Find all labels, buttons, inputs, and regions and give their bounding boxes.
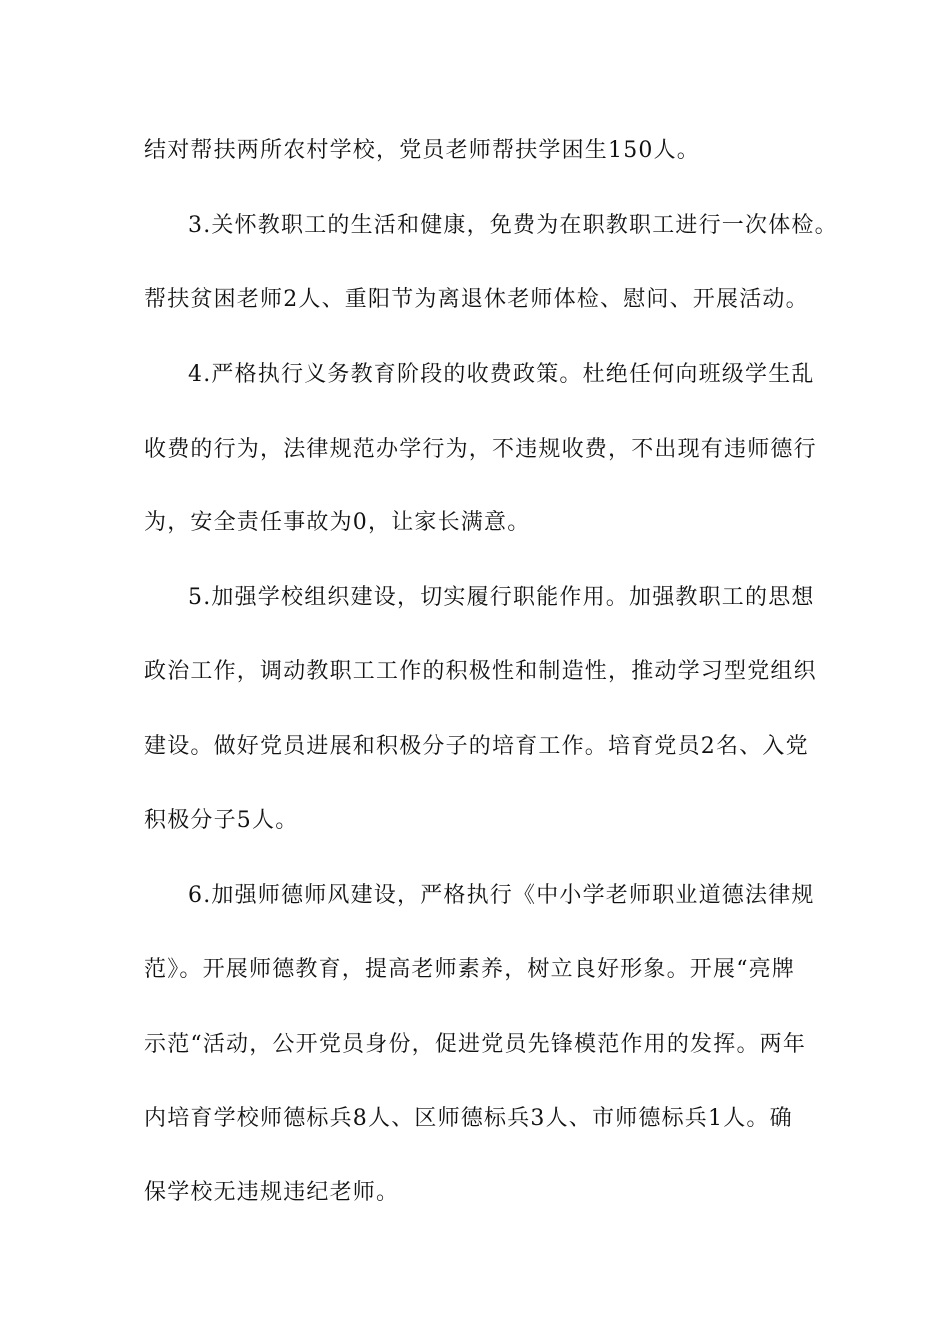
text-line: 为，安全责任事故为0，让家长满意。 xyxy=(144,510,531,535)
text-line: 积极分子5人。 xyxy=(144,808,299,833)
text-line: 结对帮扶两所农村学校，党员老师帮扶学困生150人。 xyxy=(144,138,700,163)
text-line: 帮扶贫困老师2人、重阳节为离退休老师体检、慰问、开展活动。 xyxy=(144,287,809,312)
text-line: 内培育学校师德标兵8人、区师德标兵3人、市师德标兵1人。确 xyxy=(144,1106,793,1131)
text-line: 建设。做好党员进展和积极分子的培育工作。培育党员2名、入党 xyxy=(144,734,809,759)
text-line-item-5: 5.加强学校组织建设，切实履行职能作用。加强教职工的思想 xyxy=(188,585,815,610)
text-line: 保学校无违规违纪老师。 xyxy=(144,1180,400,1205)
text-line-item-3: 3.关怀教职工的生活和健康，免费为在职教职工进行一次体检。 xyxy=(188,213,838,238)
text-line: 收费的行为，法律规范办学行为，不违规收费，不出现有违师德行 xyxy=(144,437,817,462)
text-line: 政治工作，调动教职工工作的积极性和制造性，推动学习型党组织 xyxy=(144,659,817,684)
text-line: 示范“活动，公开党员身份，促进党员先锋模范作用的发挥。两年 xyxy=(144,1032,807,1057)
text-line-item-4: 4.严格执行义务教育阶段的收费政策。杜绝任何向班级学生乱 xyxy=(188,362,815,387)
text-line-item-6: 6.加强师德师风建设，严格执行《中小学老师职业道德法律规 xyxy=(188,883,815,908)
text-line: 范》。开展师德教育，提高老师素养，树立良好形象。开展“亮牌 xyxy=(144,957,796,982)
